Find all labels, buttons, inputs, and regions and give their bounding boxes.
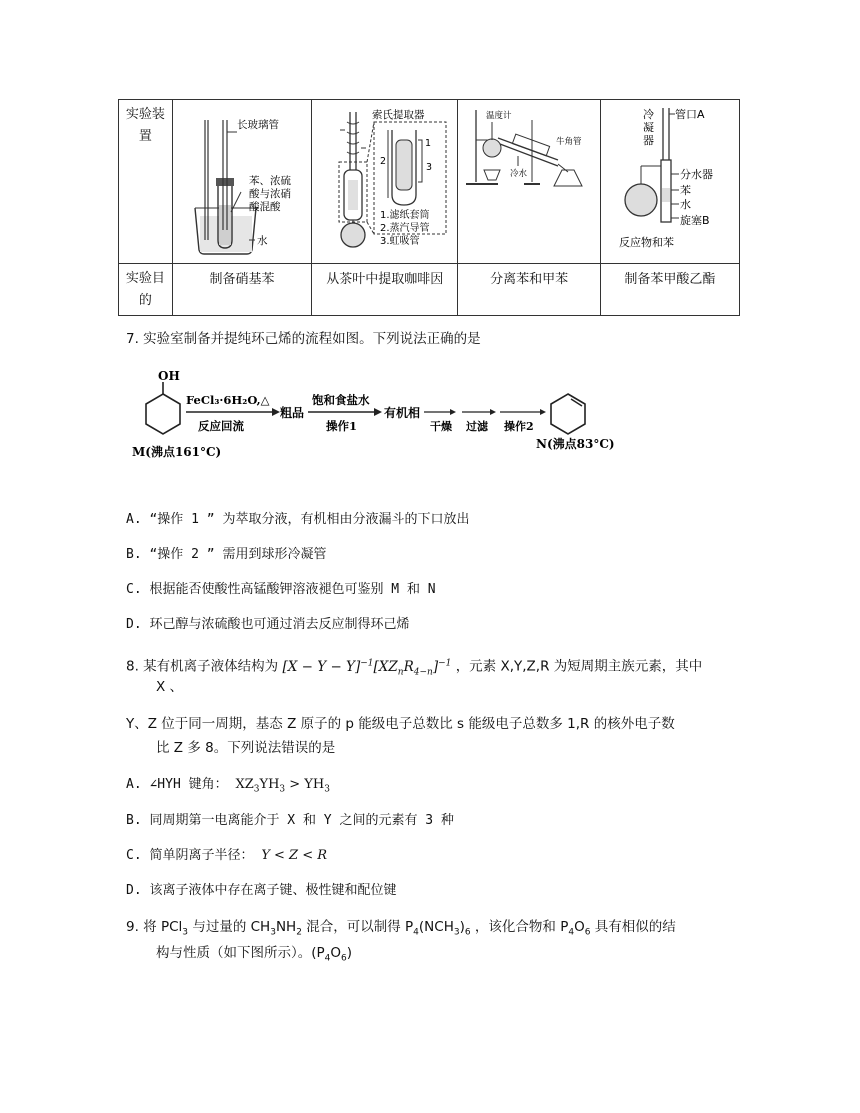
q9-product: $P_4(NCH_3)_6$ [405,919,471,938]
cond-top: FeCl₃·6H₂O,△ [186,393,270,407]
label-thermometer: 温度计 [486,111,512,121]
q9-stem-b: 与过量的 [192,919,247,935]
label-long-tube: 长玻璃管 [236,119,279,131]
q9-ch3nh2: $CH_3NH_2$ [250,919,302,938]
crude-label: 粗品 [280,406,305,420]
apparatus-distillation [458,100,600,264]
label-mixed-acid: 苯、浓硫酸与浓硝酸混酸 [248,175,291,213]
purpose-2: 从茶叶中提取咖啡因 [312,264,458,316]
label-separator: 分水器 [679,168,713,181]
q7-option-b: B. “操作 2 ” 需用到球形冷凝管 [126,547,327,562]
distillation-figure [458,100,597,263]
q9-p4o6: $P_4O_6$ [560,919,591,938]
label-n2: 2 [380,156,387,167]
purpose-row [119,264,740,316]
step1-top: 饱和食盐水 [312,393,370,407]
organic-label: 有机相 [384,406,421,420]
apparatus-dean-stark [600,100,739,264]
n-label: N(沸点83°C) [536,437,615,451]
label-water-a: 水 [256,235,268,247]
label-condenser: 冷凝器 [642,108,654,147]
oh-label: OH [158,369,180,383]
purpose-4: 制备苯甲酸乙酯 [600,264,739,316]
purpose-1: 制备硝基苯 [172,264,311,316]
q7-option-d: D. 环己醇与浓硫酸也可通过消去反应制得环己烯 [126,617,410,632]
q9-stem-line1 [126,916,676,944]
apparatus-nitrobenzene [172,100,311,264]
q7-option-a: A. “操作 1 ” 为萃取分液，有机相由分液漏斗的下口放出 [126,512,470,527]
q8-formula: $[X - Y - Y]^{-1}[XZ_nR_{4-n}]^{-1}$ [282,658,452,678]
q8-stem-line1 [126,652,702,683]
legend-2: 2.蒸汽导管 [380,223,430,234]
m-label: M(沸点161°C) [132,445,222,459]
q9-stem-e: 具有相似的结 [594,919,676,935]
q7-option-c: C. 根据能否使酸性高锰酸钾溶液褪色可鉴别 M 和 N [126,582,436,597]
q8-stem-b: ，元素 X,Y,Z,R 为短周期主族元素，其中 [455,658,703,675]
q7-flowchart [128,364,618,464]
q8-option-a-formula: $XZ_3YH_3 > YH_3$ [235,777,330,795]
legend-1: 1.滤纸套筒 [380,210,430,221]
q9-stem-d: ，该化合物和 [474,919,556,935]
row-header-apparatus [119,100,173,264]
q8-option-c [126,845,327,867]
q8-stem-line4: 比 Z 多 8。下列说法错误的是 [156,740,336,756]
step2-label: 操作2 [504,420,534,433]
q9-p4o6-ref: $(P_4O_6)$ [311,945,353,964]
purpose-3: 分离苯和甲苯 [458,264,600,316]
q9-stem-f: 构与性质（如下图所示）。 [156,945,312,961]
row-header-apparatus-text: 实验装置 [125,107,165,144]
q8-option-c-formula: Y < Z < R [261,848,328,863]
q8-option-a [126,774,330,801]
q7-stem: 7. 实验室制备并提纯环己烯的流程如图。下列说法正确的是 [126,331,481,347]
dry-label: 干燥 [430,420,452,433]
dean-stark-figure [601,100,737,263]
q9-stem-a: 9. 将 [126,919,157,935]
q8-option-b: B. 同周期第一电离能介于 X 和 Y 之间的元素有 3 种 [126,813,454,828]
label-cold-water: 冷水 [510,169,528,179]
label-adapter: 牛角管 [556,137,582,147]
label-n3: 3 [426,162,433,173]
q8-option-d: D. 该离子液体中存在离子键、极性键和配位键 [126,883,397,898]
q8-stem-line2: X 、 [156,679,184,695]
apparatus-soxhlet [312,100,458,264]
label-port-a: 管口A [674,108,705,121]
filter-label: 过滤 [466,420,488,433]
q9-pcl3: PCl$_3$ [160,919,189,938]
nitration-apparatus-figure [173,100,309,263]
apparatus-row [119,100,740,264]
experiment-table [118,99,740,316]
label-mixture: 反应物和苯 [618,236,674,249]
step1-bottom: 操作1 [326,419,358,433]
row-header-purpose [119,264,173,316]
label-water-d: 水 [679,198,691,211]
q8-option-c-text: C. 简单阴离子半径： [126,848,254,863]
legend-3: 3.虹吸管 [380,236,420,247]
q8-stem-line3: Y、Z 位于同一周期，基态 Z 原子的 p 能级电子总数比 s 能级电子总数多 1,R 的核外电子数 [126,716,675,732]
label-valve-b: 旋塞B [679,214,710,227]
soxhlet-extractor-figure [312,100,455,263]
label-n1: 1 [425,138,432,149]
label-benzene: 苯 [679,184,691,197]
cond-bottom: 反应回流 [198,419,244,433]
row-header-purpose-text: 实验目的 [125,271,165,308]
q9-stem-c: 混合，可以制得 [306,919,401,935]
label-soxhlet-title: 索氏提取器 [372,109,425,121]
q8-option-a-text: A. ∠HYH 键角： [126,777,228,792]
q9-stem-line2 [156,942,352,970]
q8-stem-a: 8. 某有机离子液体结构为 [126,658,279,675]
